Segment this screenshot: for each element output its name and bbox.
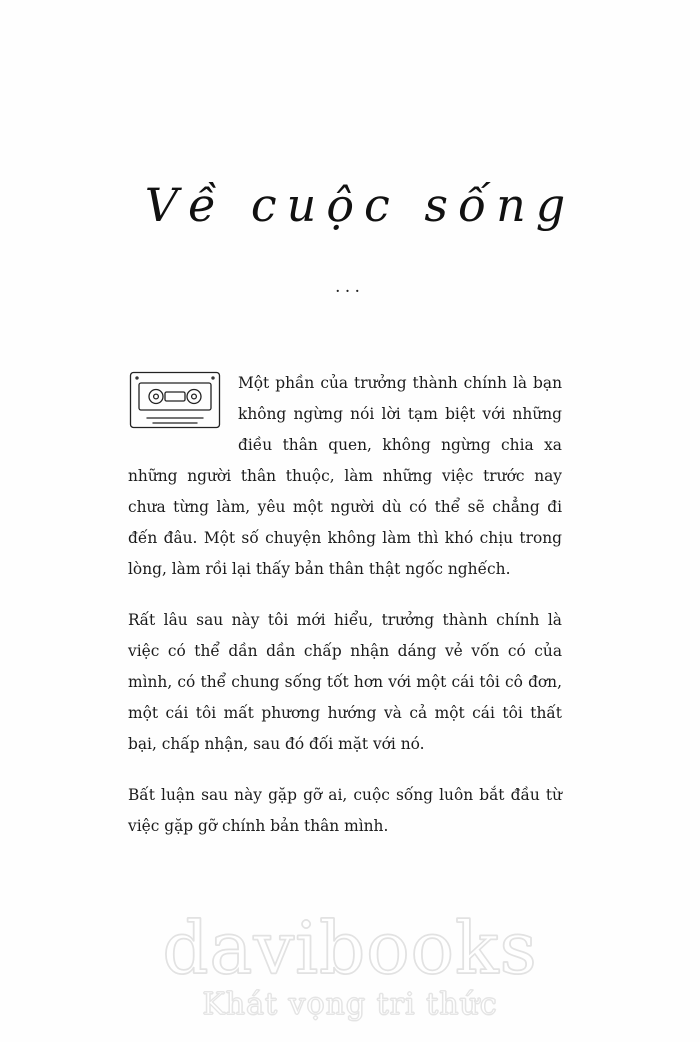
watermark [0,906,700,1022]
paragraph-1 [128,368,562,585]
paragraph-3: Bất luận sau này gặp gỡ ai, cuộc sống luôn bắt đầu từ việc gặp gỡ chính bản thân mình. [128,786,562,835]
chapter-body [128,368,562,842]
page-title: Về cuộc sống [144,178,576,232]
ornament-divider: ... [335,276,365,297]
watermark-brand: davibooks [162,906,538,990]
icon-text-wrap-spacer [128,368,238,458]
watermark-tagline: Khát vọng tri thức [202,987,498,1022]
paragraph-1-text: Một phần của trưởng thành chính là bạn không ngừng nói lời tạm biệt với những điều thân quen, không ngừng chia xa những người thân thuộc, làm những việc trước nay chưa từng làm, yêu một người dù có thể sẽ chẳng đi đến đâu. Một số chuyện không làm thì khó chịu trong lòng, làm rồi lại thấy bản thân thật ngốc nghếch. [128,374,562,578]
chapter-title-container [0,178,700,233]
paragraph-2: Rất lâu sau này tôi mới hiểu, trưởng thành chính là việc có thể dần dần chấp nhận dáng vẻ vốn có của mình, có thể chung sống tốt hơn với một cái tôi cô đơn, một cái tôi mất phương hướng và cả một cái tôi thất bại, chấp nhận, sau đó đối mặt với nó. [128,611,562,753]
